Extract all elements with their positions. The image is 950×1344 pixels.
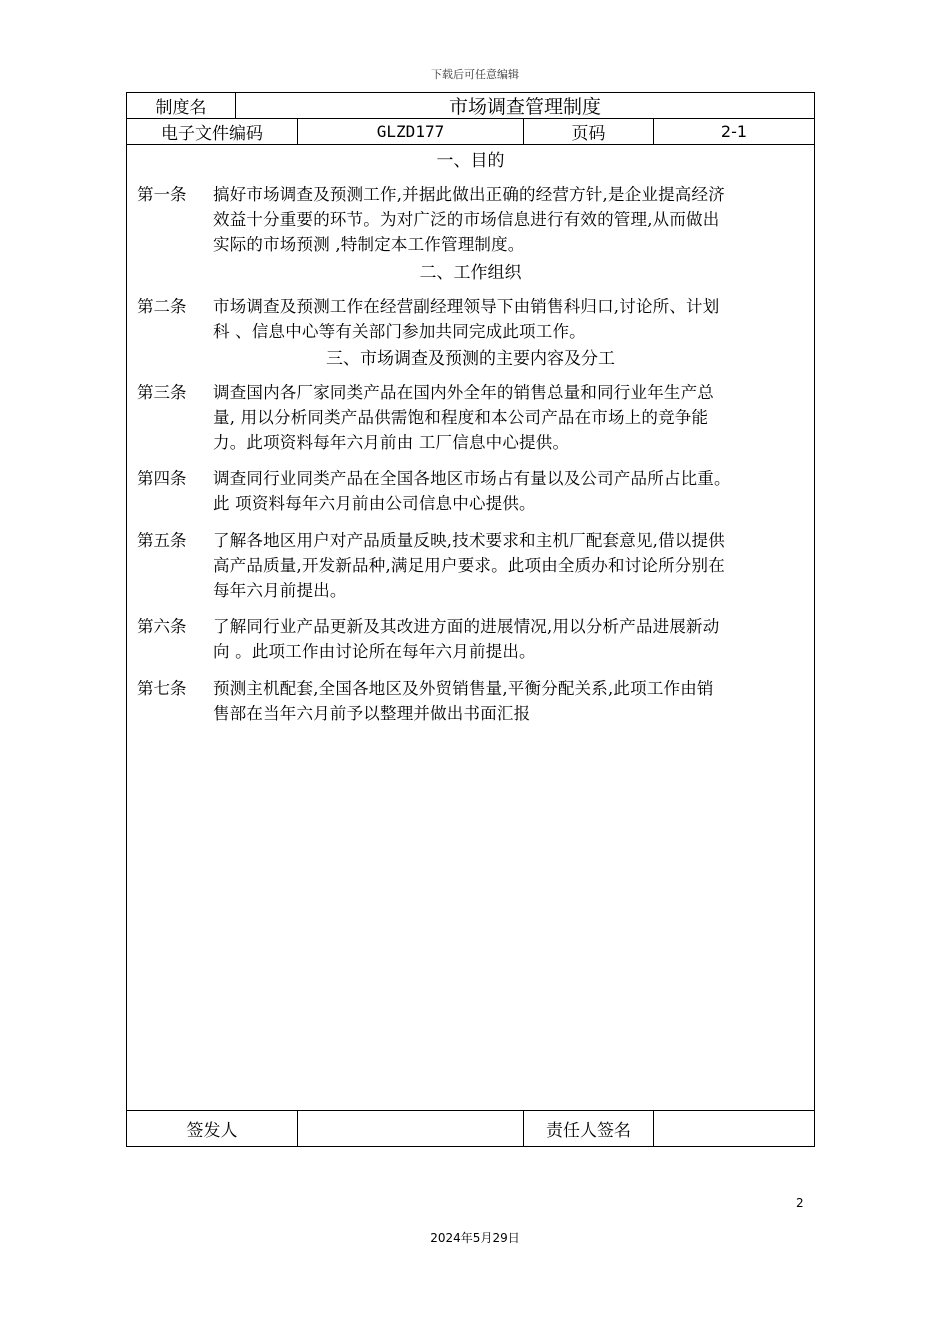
article-number: 第一条 <box>137 185 187 204</box>
page-value: 2-1 <box>653 119 814 144</box>
article-line: 效益十分重要的环节。为对广泛的市场信息进行有效的管理,从而做出 <box>213 210 720 229</box>
article-line: 量, 用以分析同类产品供需饱和程度和本公司产品在市场上的竞争能 <box>213 408 709 427</box>
code-row <box>127 119 814 145</box>
article-line: 力。此项资料每年六月前由 工厂信息中心提供。 <box>213 433 570 452</box>
responsible-field[interactable] <box>653 1111 814 1146</box>
article-text <box>213 676 811 726</box>
page-label: 页码 <box>523 119 653 144</box>
section-heading: 一、目的 <box>436 151 505 171</box>
article-3 <box>137 380 807 455</box>
article-line: 实际的市场预测 ,特制定本工作管理制度。 <box>213 235 525 254</box>
article-text <box>213 466 811 516</box>
signer-field[interactable] <box>297 1111 523 1146</box>
article-line: 了解同行业产品更新及其改进方面的进展情况,用以分析产品进展新动 <box>213 617 720 636</box>
article-text <box>213 528 811 603</box>
article-text <box>213 380 811 455</box>
article-7 <box>137 676 807 726</box>
code-label: 电子文件编码 <box>161 124 263 144</box>
article-text <box>213 614 811 664</box>
article-line: 了解各地区用户对产品质量反映,技术要求和主机厂配套意见,借以提供 <box>213 531 725 550</box>
responsible-label: 责任人签名 <box>523 1111 653 1146</box>
article-line: 科 、信息中心等有关部门参加共同完成此项工作。 <box>213 322 586 341</box>
signer-label: 签发人 <box>186 1121 238 1141</box>
code-value: GLZD177 <box>297 119 523 144</box>
article-line: 每年六月前提出。 <box>213 581 347 600</box>
policy-name-label: 制度名 <box>155 98 207 118</box>
article-line: 搞好市场调查及预测工作,并据此做出正确的经营方针,是企业提高经济 <box>213 185 725 204</box>
article-line: 市场调查及预测工作在经营副经理领导下由销售科归口,讨论所、计划 <box>213 297 720 316</box>
article-5 <box>137 528 807 603</box>
article-2 <box>137 294 807 344</box>
section-heading: 三、市场调查及预测的主要内容及分工 <box>326 349 615 369</box>
article-line: 向 。此项工作由讨论所在每年六月前提出。 <box>213 642 536 661</box>
policy-name-value: 市场调查管理制度 <box>235 93 814 118</box>
document-body <box>127 146 814 1110</box>
article-number: 第三条 <box>137 383 187 402</box>
article-line: 调查国内各厂家同类产品在国内外全年的销售总量和同行业年生产总 <box>213 383 714 402</box>
article-6 <box>137 614 807 664</box>
section-heading: 二、工作组织 <box>419 263 522 283</box>
article-4 <box>137 466 807 516</box>
article-number: 第六条 <box>137 617 187 636</box>
signature-row <box>127 1110 814 1146</box>
article-number: 第四条 <box>137 469 187 488</box>
document-table <box>126 92 815 1147</box>
header-note: 下载后可任意编辑 <box>431 68 519 81</box>
article-text <box>213 294 811 344</box>
page-number: 2 <box>796 1196 804 1210</box>
article-line: 此 项资料每年六月前由公司信息中心提供。 <box>213 494 536 513</box>
article-number: 第二条 <box>137 297 187 316</box>
article-line: 预测主机配套,全国各地区及外贸销售量,平衡分配关系,此项工作由销 <box>213 679 714 698</box>
article-line: 高产品质量,开发新品种,满足用户要求。此项由全质办和讨论所分别在 <box>213 556 725 575</box>
article-number: 第七条 <box>137 679 187 698</box>
article-line: 调查同行业同类产品在全国各地区市场占有量以及公司产品所占比重。 <box>213 469 731 488</box>
article-number: 第五条 <box>137 531 187 550</box>
article-1 <box>137 182 807 257</box>
footer-date: 2024年5月29日 <box>430 1231 520 1245</box>
article-line: 售部在当年六月前予以整理并做出书面汇报 <box>213 704 531 723</box>
title-row <box>127 93 814 119</box>
article-text <box>213 182 811 257</box>
